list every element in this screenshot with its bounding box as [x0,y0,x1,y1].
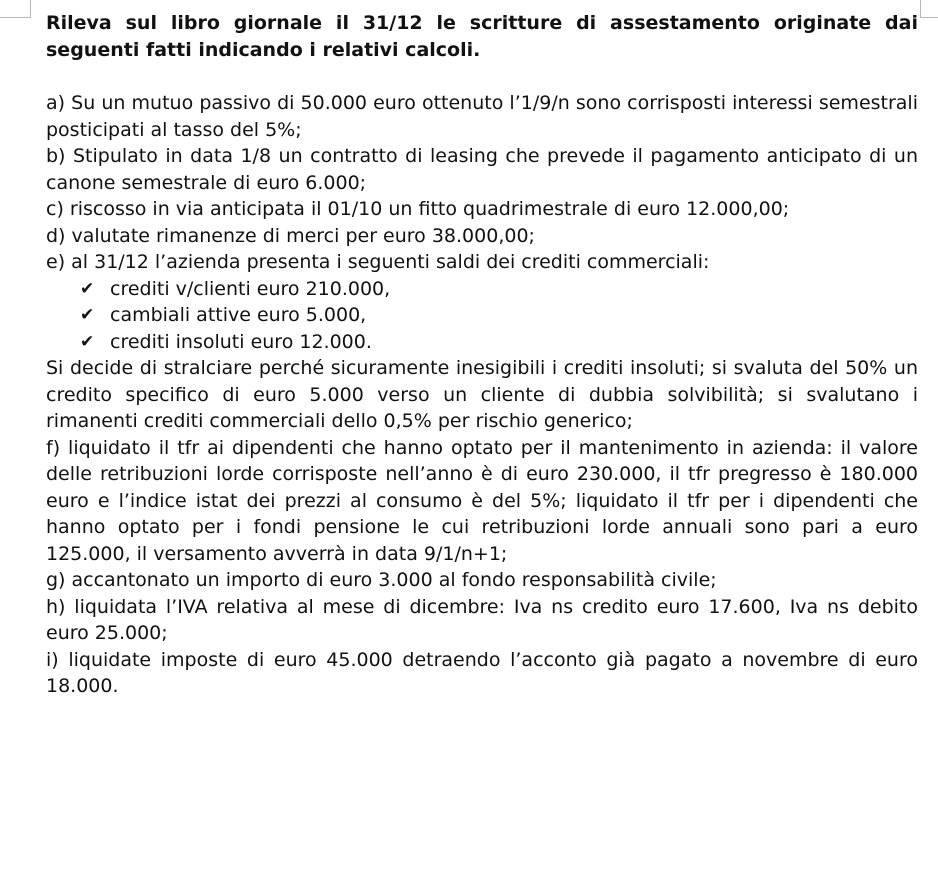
checkmark-icon: ✔ [80,331,95,352]
document-title: Rileva sul libro giornale il 31/12 le scritture di assestamento originate dai seguenti fatti indicando i relativi calcoli. [46,12,918,61]
checklist-item-text: crediti insoluti euro 12.000. [110,330,372,353]
item-b: b) Stipulato in data 1/8 un contratto di leasing che prevede il pagamento anticipato di un canone semestrale di euro 6.000; [46,145,918,194]
credit-decision-paragraph: Si decide di stralciare perché sicuramente inesigibili i crediti insoluti; si svaluta del 50% un credito specifico di euro 5.000 verso un cliente di dubbia solvibilità; si svalutano i rimanenti crediti commerciali dello 0,5% per rischio generico; [46,357,918,432]
checklist-item [46,276,918,303]
item-a: a) Su un mutuo passivo di 50.000 euro ottenuto l’1/9/n sono corrisposti interessi semestrali posticipati al tasso del 5%; [46,92,918,141]
document-page [46,10,918,700]
item-f: f) liquidato il tfr ai dipendenti che hanno optato per il mantenimento in azienda: il valore delle retribuzioni lorde corrisposte nell’anno è di euro 230.000, il tfr pregresso è 180.000 euro e l’indice istat dei prezzi al consumo è del 5%; liquidato il tfr per i dipendenti che hanno optato per i fondi pensione le cui retribuzioni lorde annuali sono pari a euro 125.000, il versamento avverrà in data 9/1/n+1; [46,436,918,565]
checklist-item [46,302,918,329]
checkmark-icon: ✔ [80,278,95,299]
credit-checklist [46,276,918,356]
item-g: g) accantonato un importo di euro 3.000 al fondo responsabilità civile; [46,569,717,591]
item-e: e) al 31/12 l’azienda presenta i seguenti saldi dei crediti commerciali: [46,251,710,273]
crop-mark-left-vertical [30,0,31,18]
checklist-item-text: cambiali attive euro 5.000, [110,304,367,326]
crop-mark-right-vertical [920,0,921,18]
item-i: i) liquidate imposte di euro 45.000 detraendo l’acconto già pagato a novembre di euro 18.000. [46,648,918,697]
item-c: c) riscosso in via anticipata il 01/10 un fitto quadrimestrale di euro 12.000,00; [46,198,790,220]
crop-mark-right-horizontal [920,17,938,18]
crop-mark-left-horizontal [0,17,30,18]
checklist-item [46,329,918,356]
item-d: d) valutate rimanenze di merci per euro 38.000,00; [46,224,535,247]
checklist-item-text: crediti v/clienti euro 210.000, [110,277,391,300]
checkmark-icon: ✔ [80,305,95,325]
item-h: h) liquidata l’IVA relativa al mese di dicembre: Iva ns credito euro 17.600, Iva ns debito euro 25.000; [46,595,918,644]
